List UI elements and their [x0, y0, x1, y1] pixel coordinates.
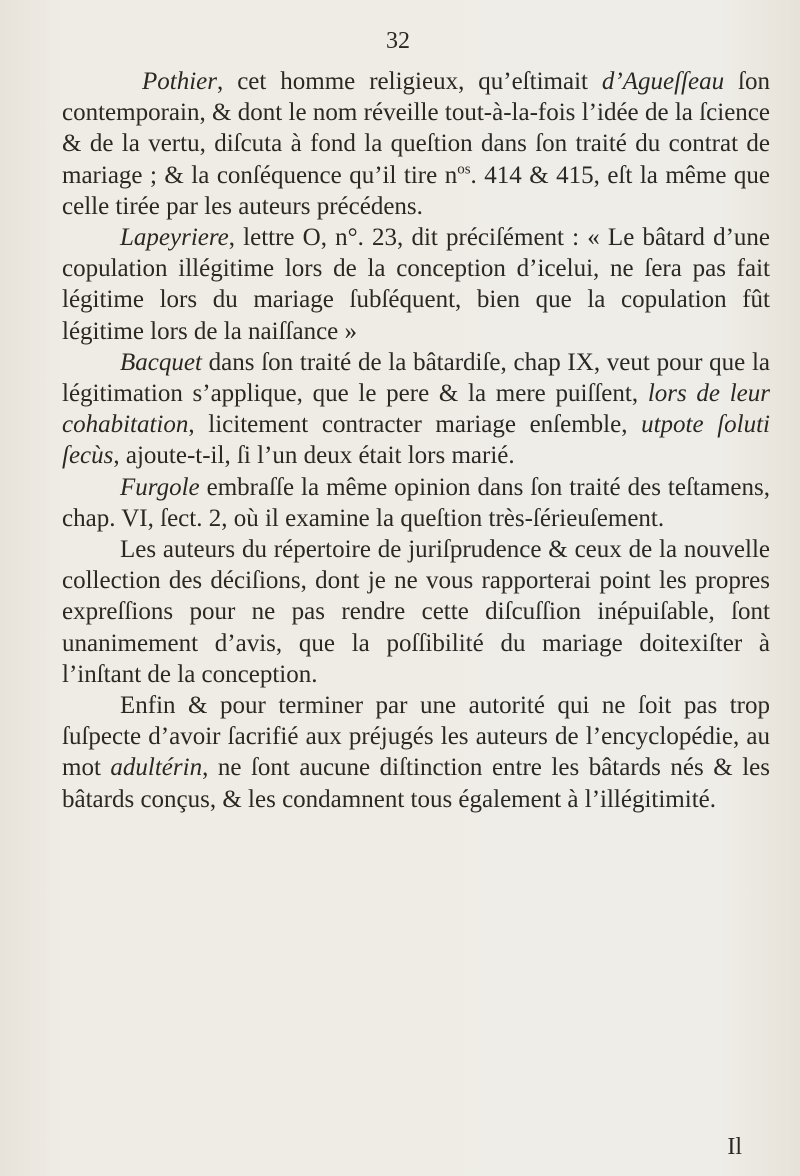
author-furgole: Furgole	[120, 473, 200, 501]
paragraph-text: embraſſe la même opinion dans ſon traité des teſtamens, chap. VI, ſect. 2, où il examine la queſtion très-ſérieuſement.	[62, 473, 770, 532]
paragraph-text: , ajoute-t-il, ſi l’un deux était lors marié.	[113, 442, 515, 470]
paragraph-pothier	[62, 66, 770, 222]
author-pothier: Pothier	[142, 68, 217, 95]
paragraph-text: , lettre O, n°. 23, dit préciſément : « Le bâtard d’une copulation illégitime lors de la conception d’icelui, ne ſera pas fait légitime lors du mariage ſubſéquent, bien que la copulation fût légitime lors de la naiſſance »	[62, 224, 770, 345]
author-lapeyriere: Lapeyriere	[120, 224, 229, 252]
paragraph-repertoire	[62, 534, 770, 690]
superscript-os: os	[457, 161, 471, 178]
paragraph-bacquet	[62, 347, 770, 472]
paragraph-encyclopedie	[62, 690, 770, 815]
author-aguesseau: d’Agueſſeau	[601, 68, 725, 95]
paragraph-text: dans ſon traité de la bâtardiſe, chap IX, veut pour que la légitimation s’applique, que le pere & la mere puiſſent,	[62, 348, 770, 408]
italic-phrase: lors de leur cohabitation	[62, 380, 770, 439]
paragraph-furgole	[62, 472, 770, 534]
page-number: 32	[386, 28, 410, 54]
paragraph-text: Enfin & pour terminer par une autorité qui ne ſoit pas trop ſuſpecte d’avoir ſacrifié aux préjugés les auteurs de l’encyclopédie, au mot	[62, 692, 770, 782]
paragraph-text: ſon contemporain, & dont le nom réveille tout-à-la-fois l’idée de la ſcience & de la vertu, diſcuta à fond la queſtion dans ſon traité du contrat de mariage ; & la conſéquence qu’il tire n	[62, 68, 770, 189]
paragraph-text: , cet homme religieux, qu’eſtimait	[217, 68, 602, 95]
italic-term-adulterin: adultérin	[110, 754, 203, 782]
paragraph-text: Les auteurs du répertoire de juriſprudence & ceux de la nouvelle collection des déciſions, dont je ne vous rapporterai point les propres expreſſions pour ne pas rendre cette diſcuſſion inépuiſable, ſont unanimement d’avis, que la poſſibilité du mariage doitexiſter à l’inſtant de la conception.	[62, 536, 770, 688]
paragraph-text: , licitement contracter mariage enſemble,	[188, 411, 642, 439]
paragraph-lapeyriere	[62, 222, 770, 347]
catchword: Il	[727, 1134, 742, 1160]
paragraph-text: . 414 & 415, eſt la même que celle tirée par les auteurs précédens.	[62, 161, 770, 220]
author-bacquet: Bacquet	[120, 348, 202, 376]
italic-phrase: utpote ſoluti ſecùs	[62, 411, 770, 470]
document-body	[62, 66, 770, 815]
paragraph-text: , ne ſont aucune diſtinction entre les bâtards nés & les bâtards conçus, & les condamnent tous également à l’illégitimité.	[62, 754, 770, 813]
